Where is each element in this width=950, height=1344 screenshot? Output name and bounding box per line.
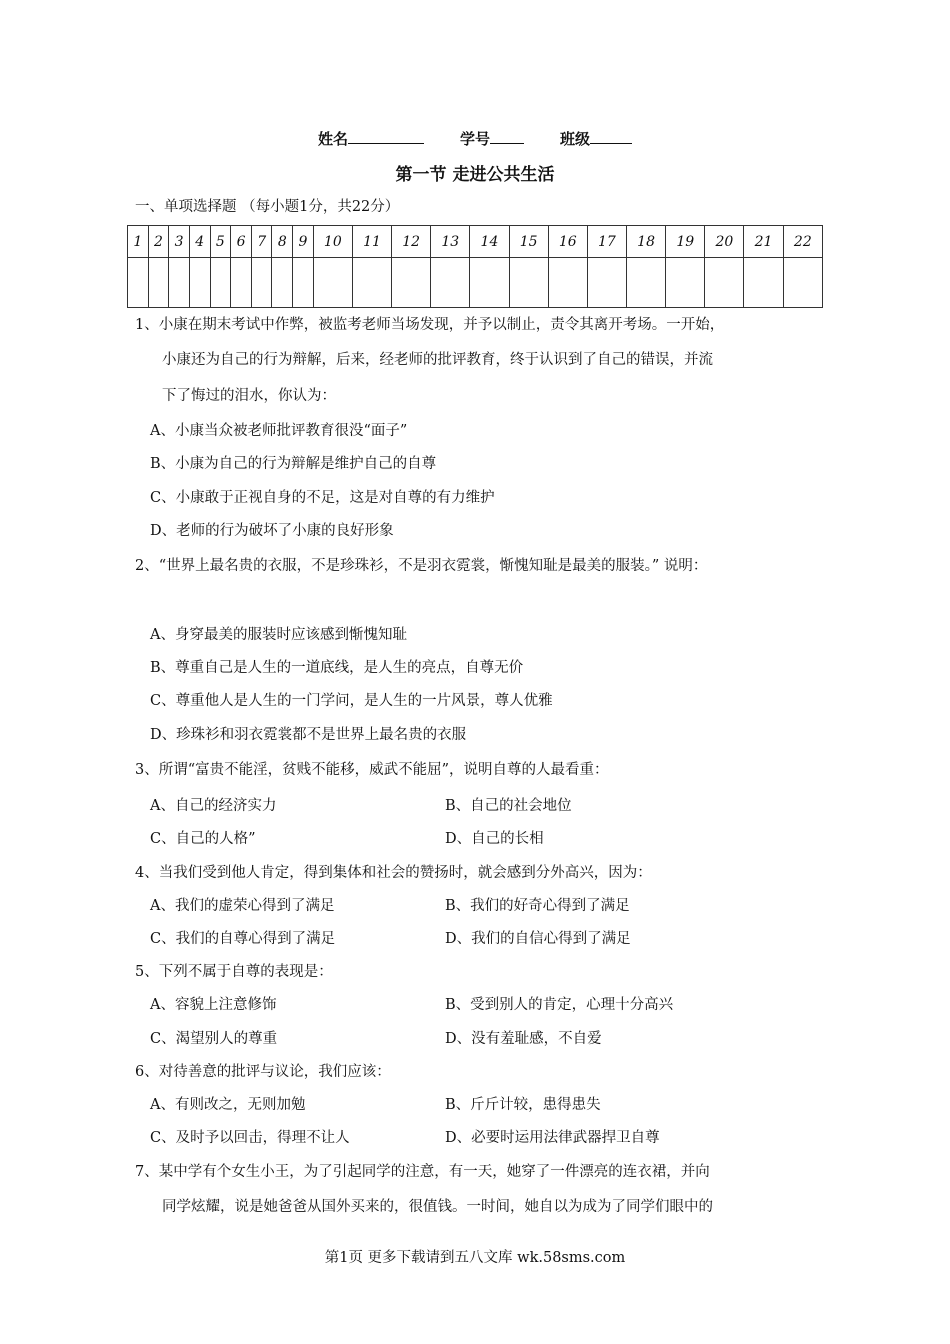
answer-grid-number-cell: 3 [169,226,190,258]
student-id-blank[interactable] [490,129,524,144]
answer-grid-number-cell: 20 [705,226,744,258]
answer-grid-answer-cell[interactable] [783,258,822,308]
class-blank[interactable] [590,129,632,144]
answer-grid-number-cell: 5 [210,226,231,258]
student-id-label: 学号 [459,130,490,148]
page-footer: 第1页 更多下载请到五八文库 wk.58sms.com [324,1250,626,1266]
q1-option-d: D、老师的行为破坏了小康的良好形象 [150,523,394,539]
q1-text-line-1: 1、小康在期末考试中作弊，被监考老师当场发现，并予以制止，责令其离开考场。一开始， [135,317,725,333]
q2-option-b: B、尊重自己是人生的一道底线，是人生的亮点，自尊无价 [150,660,524,676]
q2-text-line-1: 2、“世界上最名贵的衣服，不是珍珠衫，不是羽衣霓裳，惭愧知耻是最美的服装。” 说明： [135,558,708,574]
q2-option-c: C、尊重他人是人生的一门学问，是人生的一片风景，尊人优雅 [150,693,553,709]
q5-option-d: D、没有羞耻感，不自爱 [445,1031,602,1047]
q3-option-a: A、自己的经济实力 [150,798,277,814]
answer-grid-answer-cell[interactable] [169,258,190,308]
name-blank[interactable] [348,129,424,144]
q2-option-d: D、珍珠衫和羽衣霓裳都不是世界上最名贵的衣服 [150,727,467,743]
answer-grid-answer-cell[interactable] [210,258,231,308]
q4-option-b: B、我们的好奇心得到了满足 [445,898,630,914]
answer-grid-number-cell: 11 [352,226,391,258]
q1-option-c: C、小康敢于正视自身的不足，这是对自尊的有力维护 [150,490,495,506]
answer-grid-number-cell: 4 [189,226,210,258]
answer-grid-number-cell: 6 [231,226,252,258]
answer-grid-number-cell: 22 [783,226,822,258]
answer-grid-answer-cell[interactable] [293,258,314,308]
answer-grid-answer-cell[interactable] [231,258,252,308]
q6-option-a: A、有则改之，无则加勉 [150,1097,306,1113]
answer-grid-answer-cell[interactable] [705,258,744,308]
answer-grid-answer-cell[interactable] [548,258,587,308]
answer-grid-answer-cell[interactable] [431,258,470,308]
answer-grid-number-cell: 9 [293,226,314,258]
q7-text-line-2: 同学炫耀，说是她爸爸从国外买来的，很值钱。一时间，她自以为成为了同学们眼中的 [162,1199,713,1215]
q1-text-line-2: 小康还为自己的行为辩解，后来，经老师的批评教育，终于认识到了自己的错误，并流 [162,352,713,368]
q1-option-b: B、小康为自己的行为辩解是维护自己的自尊 [150,456,437,472]
answer-grid-number-cell: 19 [666,226,705,258]
answer-grid-number-cell: 10 [313,226,352,258]
q1-text-line-3: 下了悔过的泪水，你认为： [162,388,336,404]
answer-grid-answer-row [128,258,823,308]
q6-option-d: D、必要时运用法律武器捍卫自尊 [445,1130,660,1146]
answer-grid-answer-cell[interactable] [744,258,783,308]
answer-grid-number-cell: 1 [128,226,149,258]
answer-grid-answer-cell[interactable] [666,258,705,308]
q6-text-line-1: 6、对待善意的批评与议论，我们应该： [135,1064,391,1080]
answer-grid-answer-cell[interactable] [352,258,391,308]
answer-grid-number-cell: 15 [509,226,548,258]
section-heading: 一、单项选择题 （每小题1分，共22分） [135,199,400,215]
q5-option-a: A、容貌上注意修饰 [150,997,277,1013]
q3-option-b: B、自己的社会地位 [445,798,572,814]
answer-grid-number-cell: 14 [470,226,509,258]
page-title: 第一节 走进公共生活 [395,165,555,185]
answer-grid-number-cell: 18 [627,226,666,258]
student-info-line [0,128,950,149]
answer-grid-answer-cell[interactable] [313,258,352,308]
answer-grid-number-cell: 2 [148,226,169,258]
answer-grid [127,225,823,308]
answer-grid-number-cell: 21 [744,226,783,258]
q3-option-c: C、自己的人格” [150,831,256,847]
name-label: 姓名 [317,130,348,148]
q6-option-c: C、及时予以回击，得理不让人 [150,1130,350,1146]
answer-grid-answer-cell[interactable] [148,258,169,308]
q5-text-line-1: 5、下列不属于自尊的表现是： [135,964,333,980]
q3-option-d: D、自己的长相 [445,831,544,847]
q3-text-line-1: 3、所谓“富贵不能淫，贫贱不能移，威武不能屈”，说明自尊的人最看重： [135,762,609,778]
answer-grid-answer-cell[interactable] [587,258,626,308]
answer-grid-answer-cell[interactable] [251,258,272,308]
answer-grid-answer-cell[interactable] [128,258,149,308]
answer-grid-number-cell: 12 [392,226,431,258]
q2-option-a: A、身穿最美的服装时应该感到惭愧知耻 [150,627,407,643]
q4-option-a: A、我们的虚荣心得到了满足 [150,898,335,914]
answer-grid-number-cell: 8 [272,226,293,258]
q4-option-d: D、我们的自信心得到了满足 [445,931,631,947]
answer-grid-number-cell: 13 [431,226,470,258]
answer-grid-answer-cell[interactable] [470,258,509,308]
answer-grid-number-cell: 16 [548,226,587,258]
answer-grid-answer-cell[interactable] [509,258,548,308]
answer-grid-number-row [128,226,823,258]
q7-text-line-1: 7、某中学有个女生小王，为了引起同学的注意，有一天，她穿了一件漂亮的连衣裙，并向 [135,1164,710,1180]
q6-option-b: B、斤斤计较，患得患失 [445,1097,601,1113]
answer-grid-answer-cell[interactable] [627,258,666,308]
answer-grid-answer-cell[interactable] [272,258,293,308]
q4-text-line-1: 4、当我们受到他人肯定，得到集体和社会的赞扬时，就会感到分外高兴，因为： [135,865,652,881]
class-label: 班级 [560,130,591,148]
q5-option-b: B、受到别人的肯定，心理十分高兴 [445,997,674,1013]
q5-option-c: C、渴望别人的尊重 [150,1031,278,1047]
q4-option-c: C、我们的自尊心得到了满足 [150,931,336,947]
answer-grid-number-cell: 17 [587,226,626,258]
answer-grid-number-cell: 7 [251,226,272,258]
q1-option-a: A、小康当众被老师批评教育很没“面子” [150,423,408,439]
answer-grid-answer-cell[interactable] [392,258,431,308]
answer-grid-answer-cell[interactable] [189,258,210,308]
